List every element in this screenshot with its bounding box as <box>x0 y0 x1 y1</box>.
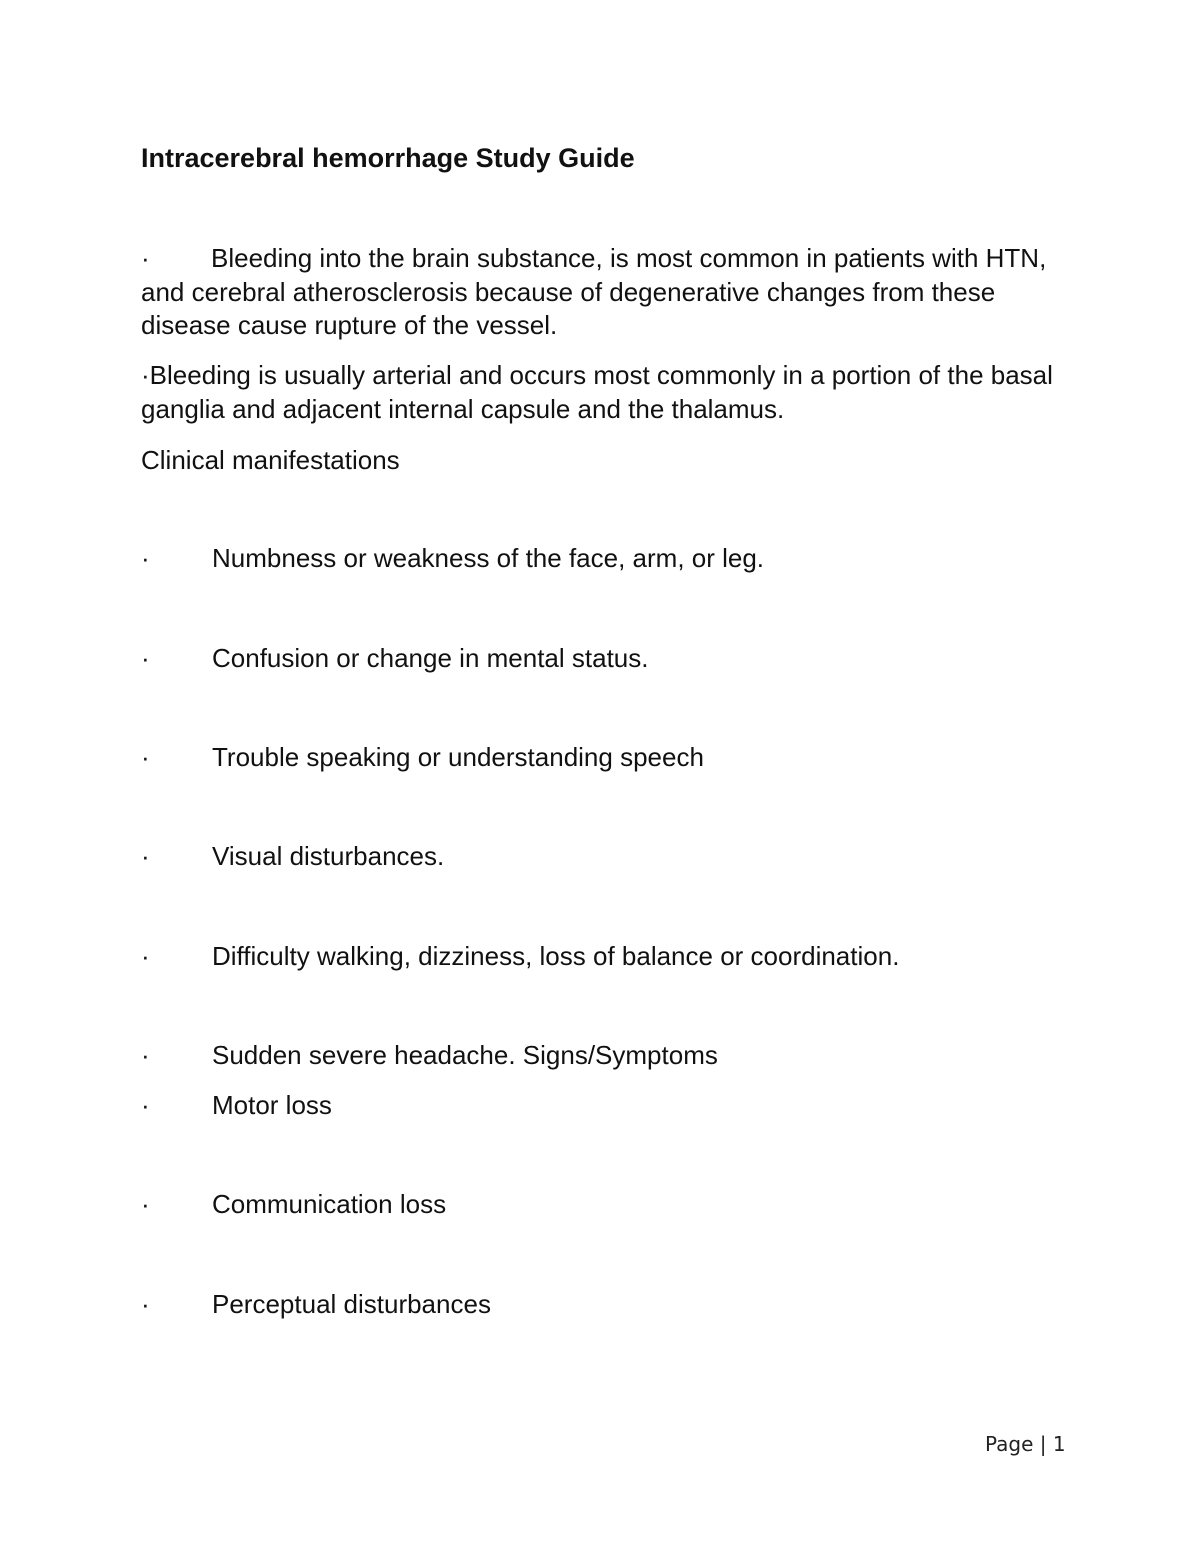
list-item <box>141 1288 491 1321</box>
paragraph-text: Bleeding into the brain substance, is most common in patients with HTN, and cerebral atherosclerosis because of degenerative changes from these disease cause rupture of the vessel. <box>141 243 1047 340</box>
list-item-text: Motor loss <box>212 1090 332 1120</box>
list-item <box>141 1188 446 1221</box>
paragraph-text: Bleeding is usually arterial and occurs most commonly in a portion of the basal ganglia and adjacent internal capsule and the thalamus. <box>141 360 1053 424</box>
page-number-footer: Page | 1 <box>985 1432 1066 1456</box>
bullet: · <box>141 1040 150 1070</box>
list-item-text: Perceptual disturbances <box>212 1289 491 1319</box>
bullet: · <box>141 543 150 573</box>
list-item <box>141 840 444 873</box>
list-item <box>141 542 764 575</box>
bullet: · <box>141 643 150 673</box>
paragraph-2 <box>141 359 1071 426</box>
bullet: · <box>141 1090 150 1120</box>
list-item-text: Numbness or weakness of the face, arm, or leg. <box>212 543 765 573</box>
bullet: · <box>141 360 150 390</box>
list-item-text: Difficulty walking, dizziness, loss of balance or coordination. <box>212 941 900 971</box>
list-item-text: Communication loss <box>212 1189 447 1219</box>
bullet: · <box>141 941 150 971</box>
section-heading: Clinical manifestations <box>141 445 400 475</box>
list-item <box>141 642 648 675</box>
bullet: · <box>141 1189 150 1219</box>
list-item-text: Sudden severe headache. Signs/Symptoms <box>212 1040 718 1070</box>
bullet: · <box>141 243 150 273</box>
bullet: · <box>141 742 150 772</box>
list-item <box>141 1089 332 1122</box>
document-title: Intracerebral hemorrhage Study Guide <box>141 143 635 173</box>
list-item <box>141 741 704 774</box>
bullet: · <box>141 841 150 871</box>
bullet: · <box>141 1289 150 1319</box>
list-item-text: Confusion or change in mental status. <box>212 643 649 673</box>
paragraph-1 <box>141 242 1071 343</box>
list-item-text: Trouble speaking or understanding speech <box>212 742 704 772</box>
list-item <box>141 1039 718 1072</box>
list-item <box>141 940 899 973</box>
list-item-text: Visual disturbances. <box>212 841 445 871</box>
